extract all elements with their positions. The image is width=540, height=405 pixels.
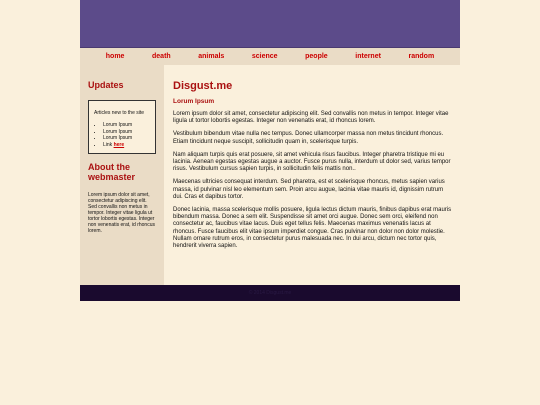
article-paragraph: Donec lacinia, massa scelerisque mollis posuere, ligula lectus dictum mauris, finibus dapibus erat mauris bibendum massa. Donec a sem elit. Suspendisse sit amet orci augue. Donec sem orci, eleifend non consectetur ac, faucibus vitae lacus. Duis eget tellus felis. Maecenas maximus venenatis lacus at rhoncus. Fusce faucibus elit vitae ipsum imperdiet congue. Cras pulvinar non dolor non dolor molestie. Nullam ornare rutrum eros, in consectetur purus malesuada nec. In dui arcu, dictum nec tortor quis, hendrerit viverra sapien. xyxy=(173,207,452,250)
updates-link-here[interactable]: here xyxy=(113,141,125,148)
webmaster-heading: About the webmaster xyxy=(88,162,136,182)
nav-item-death[interactable]: death xyxy=(152,53,171,60)
updates-item: • Lorum Ipsum xyxy=(103,135,150,142)
sidebar xyxy=(80,65,164,285)
updates-item: • Lorum Ipsum xyxy=(103,129,150,136)
nav-item-random[interactable]: random xyxy=(408,53,435,60)
link-prefix: Link xyxy=(103,141,113,148)
top-nav xyxy=(80,47,460,65)
updates-item: • Lorum Ipsum xyxy=(103,122,150,129)
updates-link-item xyxy=(103,142,150,149)
updates-intro: Articles new to the site xyxy=(94,110,145,116)
article-paragraph: Lorem ipsum dolor sit amet, consectetur adipiscing elit. Sed convallis non metus in tempor. Integer vitae ligula ut tortor lobortis egestas. Integer non venenatis erat, id rhoncus lorem. xyxy=(173,111,449,125)
nav-item-science[interactable]: science xyxy=(251,53,278,60)
content-columns xyxy=(80,65,460,285)
article-paragraph: Maecenas ultricies consequat interdum. Sed pharetra, est et scelerisque rhoncus, metus sapien varius massa, id pulvinar nisl leo elementum sem. Proin arcu augue, lacinia vitae mauris id, dignissim rutrum dui. Cras et dapibus tortor. xyxy=(173,179,445,200)
article-paragraph: Vestibulum bibendum vitae nulla nec tempus. Donec ullamcorper massa non metus tincidunt rhoncus. Etiam tincidunt neque suscipit, sollicitudin quam in, scelerisque turpis. xyxy=(173,131,444,145)
updates-box xyxy=(88,100,156,154)
page-title: Disgust.me xyxy=(173,80,233,92)
main-content xyxy=(164,65,460,285)
site-header-banner xyxy=(80,0,460,47)
updates-heading: Updates xyxy=(88,80,124,90)
nav-item-people[interactable]: people xyxy=(305,53,328,60)
nav-item-home[interactable]: home xyxy=(105,53,125,60)
nav-item-internet[interactable]: internet xyxy=(355,53,381,60)
article-paragraph: Nam aliquam turpis quis erat posuere, sit amet vehicula risus faucibus. Integer pharetra tristique mi eu lacinia. Aenean egestas egestas augue a auctor. Fusce purus nulla, interdum ut dolor sed, varius tempor risus. Vestibulum cursus sapien turpis, in sollicitudin felis mattis non.. xyxy=(173,151,451,173)
webmaster-text: Lorem ipsum dolor sit amet, consectetur adipiscing elit. Sed convallis non metus in tempor. Integer vitae ligula ut tortor lobortis egestas. Integer non venenatis erat, id rhoncus lorem. xyxy=(88,192,155,234)
updates-list xyxy=(94,122,150,148)
nav-item-animals[interactable]: animals xyxy=(198,53,225,60)
footer-text: © 2014 Disgust.me xyxy=(248,290,292,296)
site-footer xyxy=(80,285,460,301)
page-subtitle: Lorum Ipsum xyxy=(173,98,215,105)
page-container xyxy=(80,0,460,285)
